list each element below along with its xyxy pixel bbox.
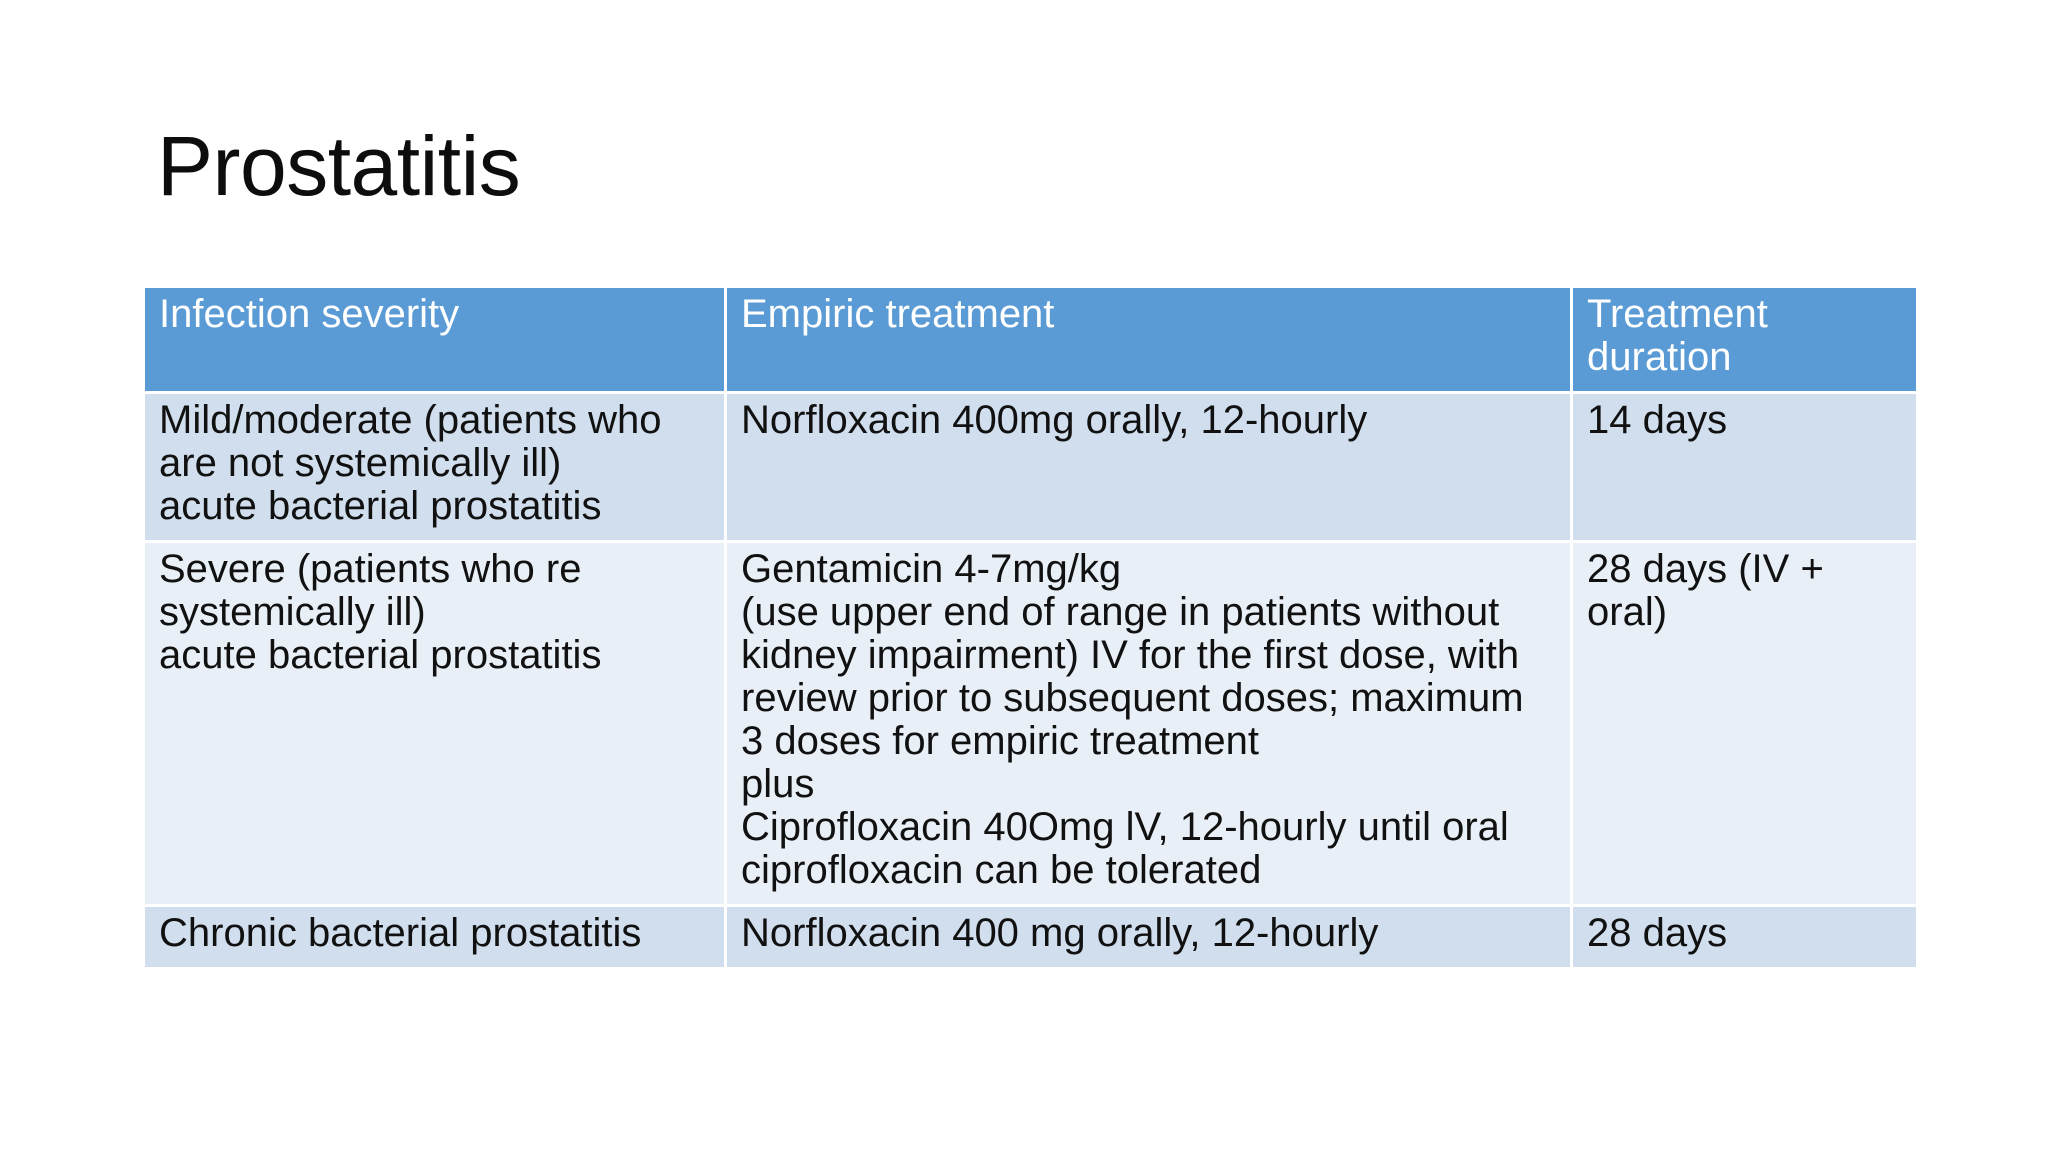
- severity-line: Chronic bacterial prostatitis: [159, 911, 642, 955]
- cell-duration: 28 days: [1572, 906, 1918, 969]
- table-row-chronic: [144, 906, 1918, 969]
- cell-duration: 28 days (IV + oral): [1572, 542, 1918, 906]
- severity-line: acute bacterial prostatitis: [159, 633, 602, 677]
- header-infection-severity: Infection severity: [144, 287, 726, 393]
- severity-line: Mild/moderate (patients who are not systemically ill): [159, 398, 662, 485]
- cell-treatment: [726, 393, 1572, 542]
- treatment-line: Gentamicin 4-7mg/kg: [741, 547, 1122, 591]
- header-treatment-duration: Treatment duration: [1572, 287, 1918, 393]
- treatment-line: Ciprofloxacin 40Omg lV, 12-hourly until oral ciprofloxacin can be tolerated: [741, 805, 1509, 892]
- cell-treatment: [726, 906, 1572, 969]
- cell-severity: [144, 542, 726, 906]
- cell-treatment: [726, 542, 1572, 906]
- slide-title: Prostatitis: [157, 119, 521, 213]
- cell-duration: 14 days: [1572, 393, 1918, 542]
- table-row-mild-moderate: [144, 393, 1918, 542]
- treatment-line: (use upper end of range in patients without kidney impairment) IV for the first dose, with review prior to subsequent doses; maximum 3 doses for empiric treatment: [741, 590, 1524, 763]
- severity-line: acute bacterial prostatitis: [159, 484, 602, 528]
- treatment-table: [142, 285, 1919, 970]
- table-row-severe: [144, 542, 1918, 906]
- header-empiric-treatment: Empiric treatment: [726, 287, 1572, 393]
- treatment-line: Norfloxacin 400 mg orally, 12-hourly: [741, 911, 1379, 955]
- cell-severity: [144, 393, 726, 542]
- cell-severity: [144, 906, 726, 969]
- treatment-line: Norfloxacin 400mg orally, 12-hourly: [741, 398, 1368, 442]
- treatment-line: plus: [741, 762, 815, 806]
- table-header-row: [144, 287, 1918, 393]
- severity-line: Severe (patients who re systemically ill): [159, 547, 582, 634]
